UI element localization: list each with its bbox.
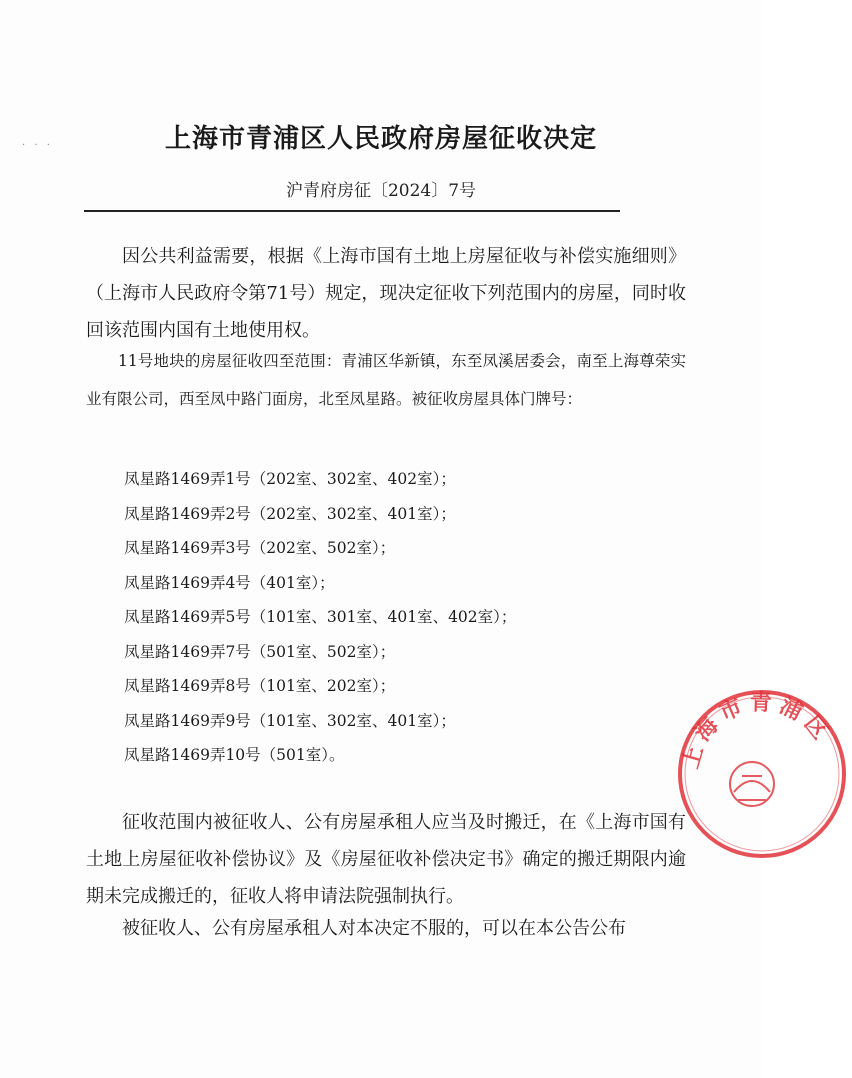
document-title: 上海市青浦区人民政府房屋征收决定 xyxy=(164,124,597,154)
address-item: 凤星路1469弄2号（202室、302室、401室）； xyxy=(124,504,456,523)
paragraph-relocation: 征收范围内被征收人、公有房屋承租人应当及时搬迁，在《上海市国有土地上房屋征收补偿协议》及《房屋征收补偿决定书》确定的搬迁期限内逾期未完成搬迁的，征收人将申请法院强制执行。 xyxy=(86,812,686,907)
address-item: 凤星路1469弄8号（101室、202室）； xyxy=(124,677,396,695)
address-item: 凤星路1469弄9号（101室、302室、401室）； xyxy=(124,711,456,730)
scan-specks: · · · xyxy=(22,140,53,151)
address-list xyxy=(124,462,684,773)
svg-text:上海市青浦区: 上海市青浦区 xyxy=(677,689,837,772)
document-number: 沪青府房征〔2024〕7号 xyxy=(285,181,477,201)
paragraph-appeal: 被征收人、公有房屋承租人对本决定不服的，可以在本公告公布 xyxy=(122,918,626,939)
address-item: 凤星路1469弄3号（202室、502室）； xyxy=(124,539,396,557)
address-item: 凤星路1469弄7号（501室、502室）； xyxy=(124,642,396,661)
address-item: 凤星路1469弄4号（401室）； xyxy=(124,573,335,592)
address-item: 凤星路1469弄5号（101室、301室、401室、402室）； xyxy=(124,608,517,626)
header-divider xyxy=(84,210,620,212)
address-item: 凤星路1469弄1号（202室、302室、402室）； xyxy=(124,470,456,488)
address-item: 凤星路1469弄10号（501室）。 xyxy=(124,746,345,764)
paragraph-scope: 11号地块的房屋征收四至范围：青浦区华新镇，东至凤溪居委会，南至上海尊荣实业有限公司，西至凤中路门面房，北至凤星路。被征收房屋具体门牌号： xyxy=(86,352,686,408)
official-seal-stamp xyxy=(672,684,852,864)
paragraph-intro: 因公共利益需要，根据《上海市国有土地上房屋征收与补偿实施细则》（上海市人民政府令第71号）规定，现决定征收下列范围内的房屋，同时收回该范围内国有土地使用权。 xyxy=(86,246,686,341)
